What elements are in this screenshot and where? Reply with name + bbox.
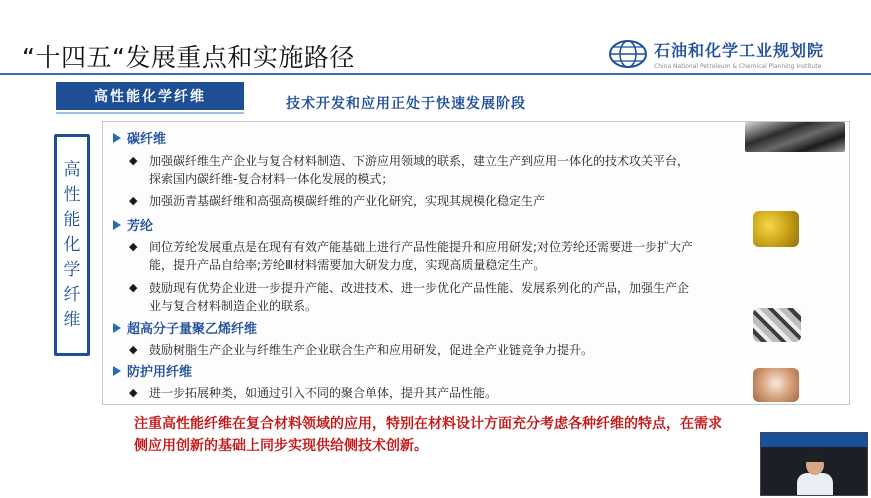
section-title: 芳纶: [127, 219, 154, 234]
diamond-bullet-icon: ◆: [129, 194, 138, 207]
list-item: [129, 192, 545, 210]
org-name-en: China National Petroleum & Chemical Planning Institute: [654, 63, 822, 70]
diamond-bullet-icon: ◆: [129, 386, 138, 399]
section-heading-carbon-fiber: [113, 128, 166, 147]
diamond-bullet-icon: ◆: [129, 343, 138, 356]
uhmwpe-fiber-photo: [753, 308, 801, 342]
conclusion-line: 侧应用创新的基础上同步实现供给侧技术创新。: [134, 438, 428, 454]
section-title: 碳纤维: [127, 132, 167, 147]
bullet-line: 鼓励树脂生产企业与纤维生产企业联合生产和应用研发，促进全产业链竞争力提升。: [149, 343, 594, 357]
bullet-line: 探索国内碳纤维-复合材料一体化发展的模式；: [149, 172, 394, 186]
speaker-video-overlay: [760, 432, 868, 496]
list-item: [129, 279, 689, 315]
list-item: [129, 341, 593, 359]
bullet-line: 业与复合材料制造企业的联系。: [149, 299, 318, 313]
carbon-fiber-photo: [745, 122, 845, 152]
aramid-fiber-photo: [753, 211, 799, 247]
bullet-line: 加强碳纤维生产企业与复合材料制造、下游应用领域的联系，建立生产到应用一体化的技术攻关平台，: [149, 154, 690, 168]
bullet-line: 加强沥青基碳纤维和高强高模碳纤维的产业化研究，实现其规模化稳定生产: [149, 194, 546, 208]
vertical-label-char: 高: [63, 159, 81, 180]
section-tab: 高性能化学纤维: [56, 82, 244, 110]
triangle-bullet-icon: [113, 220, 121, 230]
vertical-label-char: 性: [63, 184, 81, 205]
section-heading-protective-fiber: [113, 361, 192, 380]
bullet-line: 能，提升产品自给率;芳纶Ⅲ材料需要加大研发力度，实现高质量稳定生产。: [149, 258, 546, 272]
speaker-body: [797, 473, 833, 496]
tab-underline: [56, 112, 244, 114]
list-item: [129, 238, 693, 274]
slide-subtitle: 技术开发和应用正处于快速发展阶段: [286, 96, 526, 112]
diamond-bullet-icon: ◆: [129, 240, 138, 253]
content-panel: [102, 121, 850, 405]
section-title: 防护用纤维: [127, 365, 193, 380]
speaker-figure: [797, 455, 833, 496]
conclusion-line: 注重高性能纤维在复合材料领域的应用，特别在材料设计方面充分考虑各种纤维的特点，在需求: [134, 416, 722, 432]
header-divider: [0, 73, 871, 75]
vertical-label-char: 维: [63, 309, 81, 330]
bullet-line: 进一步拓展种类，如通过引入不同的聚合单体，提升其产品性能。: [149, 386, 498, 400]
video-banner: [761, 433, 868, 447]
triangle-bullet-icon: [113, 133, 121, 143]
vertical-label-char: 能: [63, 209, 81, 230]
speaker-hair: [806, 455, 824, 462]
list-item: [129, 384, 497, 402]
bullet-line: 鼓励现有优势企业进一步提升产能、改进技术、进一步优化产品性能、发展系列化的产品，加强生产企: [149, 281, 690, 295]
section-heading-aramid: [113, 215, 153, 234]
globe-logo-icon: [608, 39, 648, 69]
diamond-bullet-icon: ◆: [129, 281, 138, 294]
section-heading-uhmwpe: [113, 318, 257, 337]
protective-fiber-photo: [753, 368, 799, 402]
section-title: 超高分子量聚乙烯纤维: [127, 322, 258, 337]
conclusion-text: [134, 413, 722, 457]
triangle-bullet-icon: [113, 323, 121, 333]
org-name-cn: 石油和化学工业规划院: [654, 41, 825, 60]
vertical-label-box: [54, 134, 90, 356]
list-item: [129, 152, 689, 188]
slide-title: “十四五“发展重点和实施路径: [22, 43, 355, 72]
diamond-bullet-icon: ◆: [129, 154, 138, 167]
vertical-label-char: 学: [63, 259, 81, 280]
bullet-line: 间位芳纶发展重点是在现有有效产能基础上进行产品性能提升和应用研发;对位芳纶还需要进一步扩大产: [149, 240, 694, 254]
org-logo: [608, 38, 824, 70]
vertical-label-char: 纤: [63, 284, 81, 305]
triangle-bullet-icon: [113, 366, 121, 376]
vertical-label-char: 化: [63, 234, 81, 255]
